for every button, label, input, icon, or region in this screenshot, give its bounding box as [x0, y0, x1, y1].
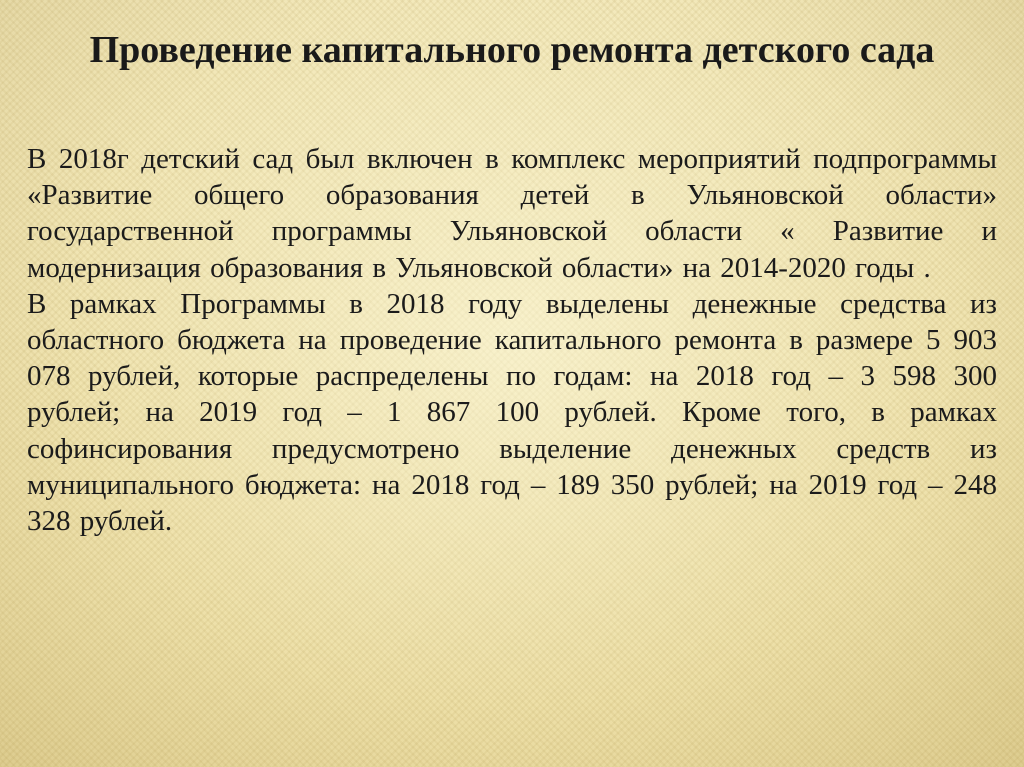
slide-title: Проведение капитального ремонта детского сада: [89, 29, 935, 71]
slide-body: [27, 141, 997, 539]
paragraph-program-inclusion: В 2018г детский сад был включен в комплекс мероприятий подпрограммы «Развитие общего образования детей в Ульяновской области» государственной программы Ульяновской области « Развитие и модернизация образования в Ульяновской области» на 2014-2020 годы .: [27, 143, 997, 284]
paragraph-funding: В рамках Программы в 2018 году выделены денежные средства из областного бюджета на проведение капитального ремонта в размере 5 903 078 рублей, которые распределены по годам: на 2018 год – 3 598 300 рублей; на 2019 год – 1 867 100 рублей. Кроме того, в рамках софинсирования предусмотрено выделение денежных средств из муниципального бюджета: на 2018 год – 189 350 рублей; на 2019 год – 248 328 рублей.: [27, 287, 997, 538]
